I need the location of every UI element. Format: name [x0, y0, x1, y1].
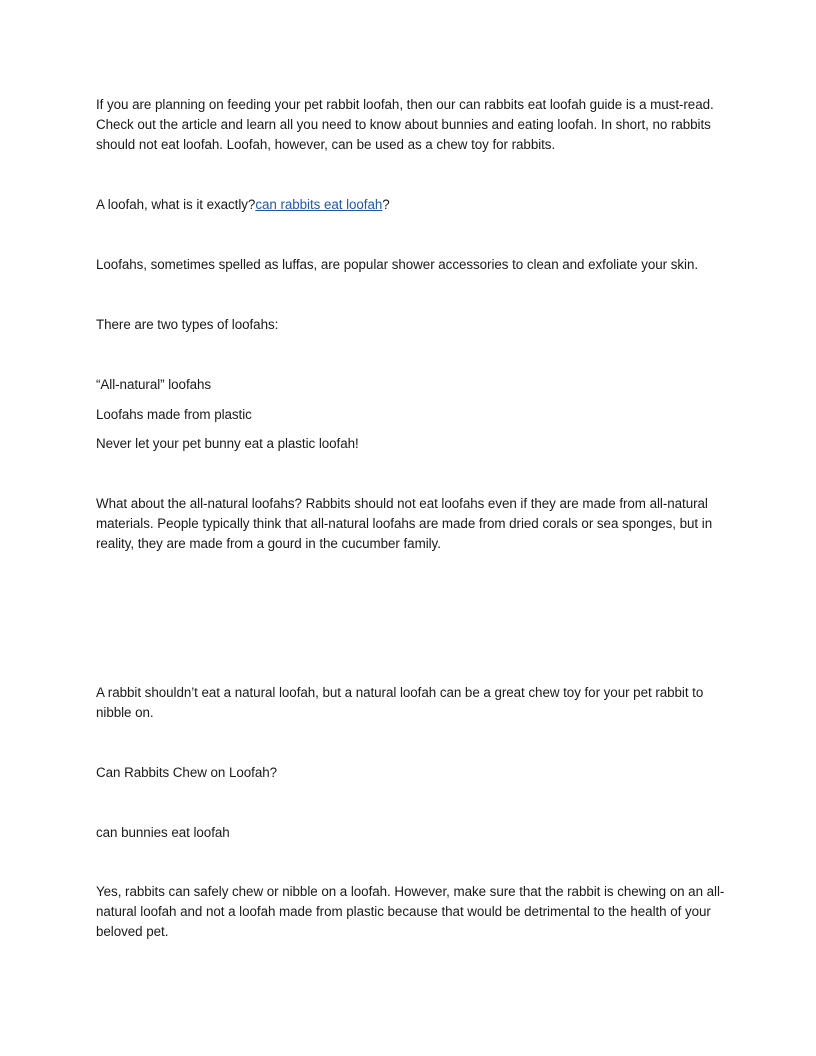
chew-heading: Can Rabbits Chew on Loofah?: [96, 765, 278, 780]
final-paragraph: Yes, rabbits can safely chew or nibble on a loofah. However, make sure that the rabbit is chewing on an all-natural loofah and not a loofah made from plastic because that would be detrimental to the health of your beloved pet.: [96, 884, 725, 939]
type-natural-item: “All-natural” loofahs: [96, 377, 212, 392]
types-heading: There are two types of loofahs:: [96, 317, 279, 332]
can-rabbits-eat-loofah-link[interactable]: can rabbits eat loofah: [255, 197, 383, 212]
question-suffix: ?: [382, 197, 390, 212]
natural-loofah-paragraph: What about the all-natural loofahs? Rabbits should not eat loofahs even if they are made from all-natural materials. People typically think that all-natural loofahs are made from dried corals or sea sponges, but in reality, they are made from a gourd in the cucumber family.: [96, 496, 713, 551]
image-caption: can bunnies eat loofah: [96, 825, 230, 840]
chew-toy-paragraph: A rabbit shouldn’t eat a natural loofah, but a natural loofah can be a great chew toy for your pet rabbit to nibble on.: [96, 685, 704, 720]
intro-paragraph: If you are planning on feeding your pet rabbit loofah, then our can rabbits eat loofah guide is a must-read. Check out the article and learn all you need to know about bunnies and eating loofah. In short, no rabbits should not eat loofah. Loofah, however, can be used as a chew toy for rabbits.: [96, 97, 714, 152]
plastic-warning: Never let your pet bunny eat a plastic loofah!: [96, 436, 359, 451]
loofah-definition-paragraph: Loofahs, sometimes spelled as luffas, are popular shower accessories to clean and exfoliate your skin.: [96, 257, 699, 272]
question-prefix: A loofah, what is it exactly?: [96, 197, 256, 212]
document-page: [96, 0, 726, 1056]
type-plastic-item: Loofahs made from plastic: [96, 407, 252, 422]
question-line: [96, 195, 726, 215]
